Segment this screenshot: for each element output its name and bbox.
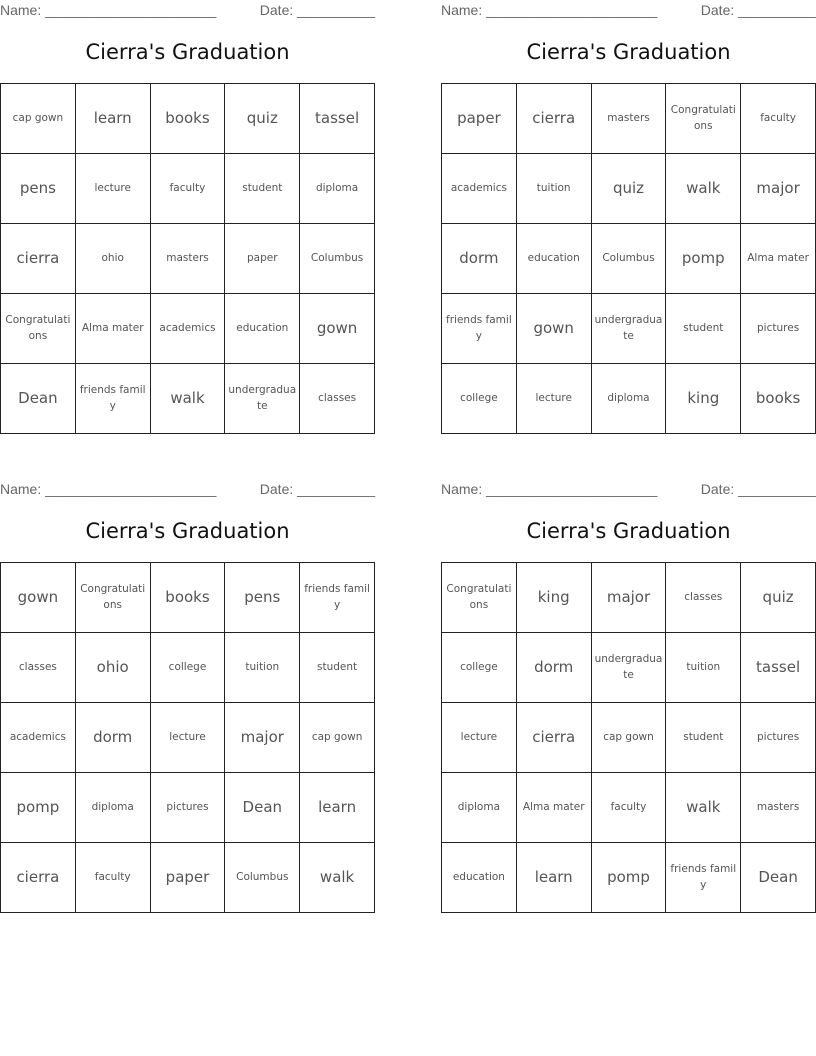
bingo-cell: college xyxy=(442,633,517,703)
bingo-cell: Dean xyxy=(225,773,300,843)
bingo-cell: Alma mater xyxy=(76,294,151,364)
bingo-cell: walk xyxy=(300,843,375,913)
bingo-cell: faculty xyxy=(151,154,226,224)
bingo-cell: pictures xyxy=(151,773,226,843)
bingo-cell: education xyxy=(517,224,592,294)
bingo-cell: education xyxy=(442,843,517,913)
bingo-cell: paper xyxy=(151,843,226,913)
bingo-cell: faculty xyxy=(741,84,816,154)
card-title: Cierra's Graduation xyxy=(85,40,290,64)
bingo-cell: tuition xyxy=(225,633,300,703)
bingo-cell: undergraduate xyxy=(592,294,667,364)
bingo-cell: ohio xyxy=(76,224,151,294)
bingo-cell: classes xyxy=(300,364,375,434)
bingo-cell: quiz xyxy=(592,154,667,224)
bingo-cell: books xyxy=(741,364,816,434)
bingo-cell: cierra xyxy=(1,224,76,294)
bingo-grid xyxy=(441,83,816,434)
bingo-cell: friends family xyxy=(442,294,517,364)
bingo-cell: academics xyxy=(442,154,517,224)
bingo-grid xyxy=(0,83,375,434)
bingo-cell: academics xyxy=(151,294,226,364)
bingo-cell: walk xyxy=(151,364,226,434)
bingo-cell: student xyxy=(300,633,375,703)
bingo-cell: masters xyxy=(592,84,667,154)
bingo-grid xyxy=(441,562,816,913)
bingo-cell: masters xyxy=(741,773,816,843)
card-title: Cierra's Graduation xyxy=(526,519,731,543)
card-header xyxy=(441,2,816,20)
date-line: Date: __________ xyxy=(259,2,375,18)
bingo-cell: quiz xyxy=(741,563,816,633)
bingo-cell: learn xyxy=(517,843,592,913)
bingo-cell: lecture xyxy=(76,154,151,224)
date-line: Date: __________ xyxy=(259,481,375,497)
bingo-cell: dorm xyxy=(76,703,151,773)
bingo-card xyxy=(0,0,375,440)
bingo-cell: walk xyxy=(666,773,741,843)
name-line: Name: ______________________ xyxy=(441,481,658,497)
bingo-cell: faculty xyxy=(76,843,151,913)
bingo-cell: diploma xyxy=(76,773,151,843)
bingo-cell: college xyxy=(151,633,226,703)
bingo-cell: college xyxy=(442,364,517,434)
bingo-cell: gown xyxy=(517,294,592,364)
bingo-cell: cap gown xyxy=(1,84,76,154)
bingo-cell: friends family xyxy=(300,563,375,633)
bingo-cell: dorm xyxy=(442,224,517,294)
bingo-cell: Alma mater xyxy=(741,224,816,294)
bingo-cell: learn xyxy=(300,773,375,843)
bingo-cell: lecture xyxy=(517,364,592,434)
name-line: Name: ______________________ xyxy=(0,481,217,497)
bingo-cell: tassel xyxy=(741,633,816,703)
bingo-cell: Columbus xyxy=(300,224,375,294)
card-header xyxy=(0,481,375,499)
bingo-cell: king xyxy=(666,364,741,434)
bingo-cell: walk xyxy=(666,154,741,224)
bingo-grid xyxy=(0,562,375,913)
name-line: Name: ______________________ xyxy=(441,2,658,18)
bingo-cell: pomp xyxy=(666,224,741,294)
card-title: Cierra's Graduation xyxy=(85,519,290,543)
bingo-cell: pomp xyxy=(592,843,667,913)
bingo-cell: academics xyxy=(1,703,76,773)
bingo-cell: student xyxy=(666,703,741,773)
bingo-cell: quiz xyxy=(225,84,300,154)
bingo-cell: diploma xyxy=(592,364,667,434)
date-line: Date: __________ xyxy=(700,2,816,18)
bingo-cell: major xyxy=(592,563,667,633)
bingo-cell: ohio xyxy=(76,633,151,703)
bingo-cell: diploma xyxy=(442,773,517,843)
bingo-cell: Congratulations xyxy=(76,563,151,633)
bingo-cell: cierra xyxy=(517,84,592,154)
bingo-cell: books xyxy=(151,84,226,154)
bingo-cell: learn xyxy=(76,84,151,154)
bingo-cell: classes xyxy=(1,633,76,703)
bingo-card xyxy=(441,0,816,440)
bingo-cell: cap gown xyxy=(592,703,667,773)
bingo-cell: faculty xyxy=(592,773,667,843)
name-line: Name: ______________________ xyxy=(0,2,217,18)
bingo-cell: gown xyxy=(300,294,375,364)
bingo-cell: Dean xyxy=(1,364,76,434)
bingo-cell: tuition xyxy=(666,633,741,703)
bingo-cell: king xyxy=(517,563,592,633)
bingo-cell: undergraduate xyxy=(592,633,667,703)
bingo-cell: tuition xyxy=(517,154,592,224)
bingo-cell: Alma mater xyxy=(517,773,592,843)
bingo-cell: paper xyxy=(225,224,300,294)
bingo-card xyxy=(441,479,816,919)
bingo-card xyxy=(0,479,375,919)
card-header xyxy=(0,2,375,20)
bingo-cell: cap gown xyxy=(300,703,375,773)
card-header xyxy=(441,481,816,499)
bingo-cell: lecture xyxy=(442,703,517,773)
bingo-cell: lecture xyxy=(151,703,226,773)
bingo-cell: Congratulations xyxy=(442,563,517,633)
bingo-cell: Columbus xyxy=(592,224,667,294)
bingo-cell: Congratulations xyxy=(1,294,76,364)
bingo-cell: Congratulations xyxy=(666,84,741,154)
bingo-cell: classes xyxy=(666,563,741,633)
date-line: Date: __________ xyxy=(700,481,816,497)
bingo-cell: masters xyxy=(151,224,226,294)
bingo-cell: pens xyxy=(225,563,300,633)
bingo-cell: pictures xyxy=(741,294,816,364)
card-title: Cierra's Graduation xyxy=(526,40,731,64)
bingo-cell: major xyxy=(741,154,816,224)
bingo-cell: student xyxy=(666,294,741,364)
bingo-cell: pomp xyxy=(1,773,76,843)
bingo-cell: tassel xyxy=(300,84,375,154)
bingo-cell: pens xyxy=(1,154,76,224)
bingo-cell: paper xyxy=(442,84,517,154)
bingo-cell: gown xyxy=(1,563,76,633)
bingo-cell: books xyxy=(151,563,226,633)
bingo-cell: pictures xyxy=(741,703,816,773)
bingo-cell: cierra xyxy=(517,703,592,773)
bingo-cell: undergraduate xyxy=(225,364,300,434)
bingo-cell: Columbus xyxy=(225,843,300,913)
bingo-cell: Dean xyxy=(741,843,816,913)
bingo-cell: major xyxy=(225,703,300,773)
bingo-cell: diploma xyxy=(300,154,375,224)
bingo-cell: friends family xyxy=(76,364,151,434)
bingo-cell: friends family xyxy=(666,843,741,913)
bingo-cell: education xyxy=(225,294,300,364)
bingo-cell: student xyxy=(225,154,300,224)
bingo-cell: cierra xyxy=(1,843,76,913)
bingo-cell: dorm xyxy=(517,633,592,703)
